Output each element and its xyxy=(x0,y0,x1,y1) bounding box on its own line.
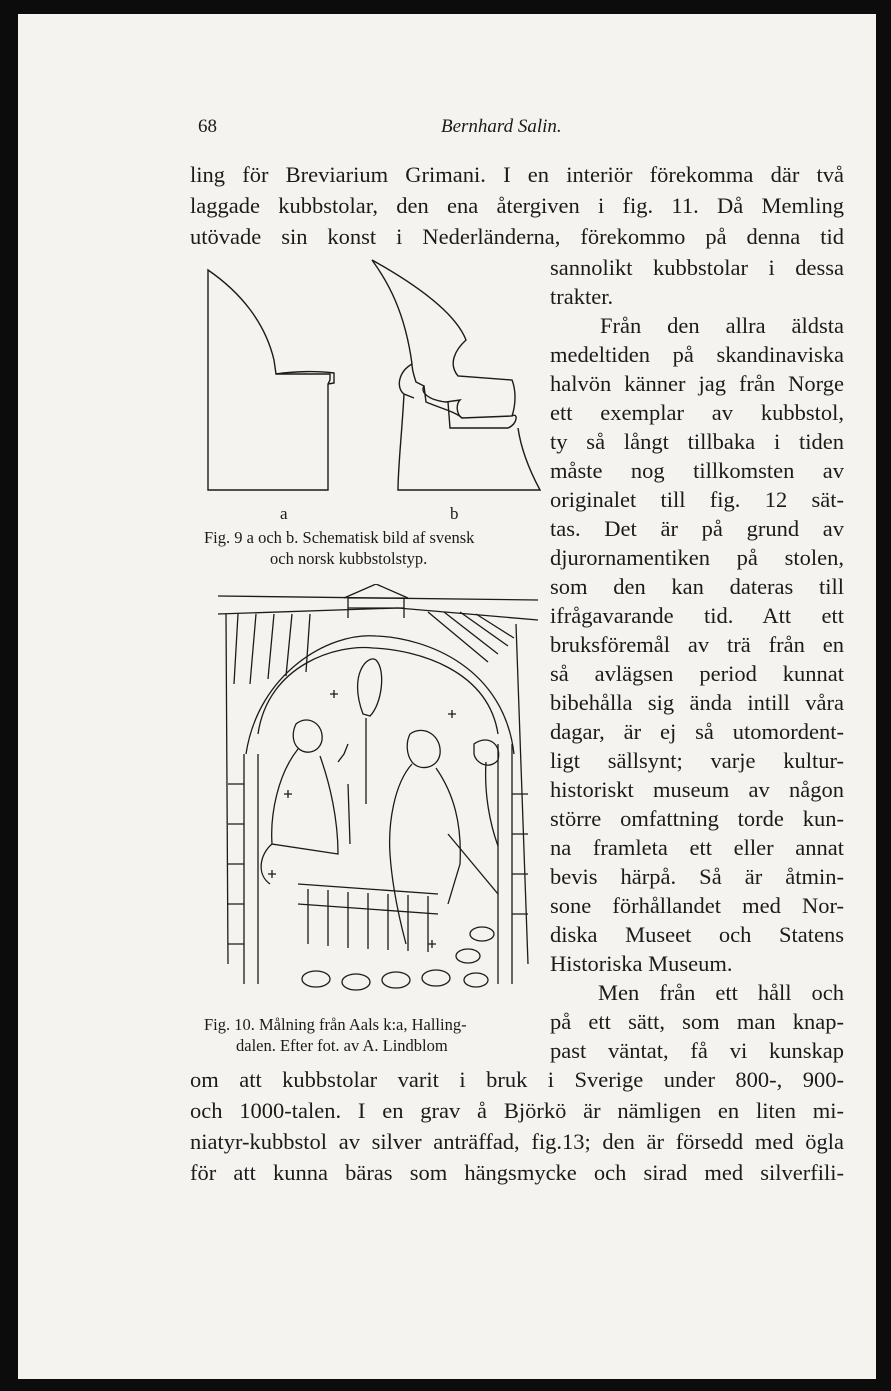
fig9-caption-line1: Fig. 9 a och b. Schematisk bild af svensk xyxy=(204,528,475,547)
body-line: niatyr-kubbstol av silver anträffad, fig.13; den är försedd med ögla xyxy=(190,1129,844,1154)
side-line: bibehålla sig ända intill våra xyxy=(550,690,844,715)
side-line: som den kan dateras till xyxy=(550,574,844,599)
side-line: Historiska Museum. xyxy=(550,951,733,976)
side-line: past väntat, få vi kunskap xyxy=(550,1038,844,1063)
side-line: djurornamentiken på stolen, xyxy=(550,545,844,570)
body-line: ling för Breviarium Grimani. I en interiör förekomma där två xyxy=(190,162,844,187)
side-line: på ett sätt, som man knap- xyxy=(550,1009,844,1034)
fig9-label-a: a xyxy=(280,504,288,523)
side-line: Men från ett håll och xyxy=(598,980,844,1005)
side-line: ifrågavarande tid. Att ett xyxy=(550,603,844,628)
side-line: diska Museet och Statens xyxy=(550,922,844,947)
side-line: halvön känner jag från Norge xyxy=(550,371,844,396)
fig9-label-b: b xyxy=(450,504,459,523)
side-line: bruksföremål av trä från en xyxy=(550,632,844,657)
running-head: Bernhard Salin. xyxy=(441,116,562,137)
fig9-drawing xyxy=(200,252,548,502)
side-line: dagar, är ej så utomordent- xyxy=(550,719,844,744)
side-line: sone förhållandet med Nor- xyxy=(550,893,844,918)
side-line: ett exemplar av kubbstol, xyxy=(550,400,844,425)
fig10-caption-line2: dalen. Efter fot. av A. Lindblom xyxy=(236,1036,448,1055)
fig10-drawing xyxy=(198,584,548,1004)
fig10-caption-line1: Fig. 10. Målning från Aals k:a, Halling- xyxy=(204,1015,467,1034)
side-line: ligt sällsynt; varje kultur- xyxy=(550,748,844,773)
side-line: bevis härpå. Så är åtmin- xyxy=(550,864,844,889)
side-line: originalet till fig. 12 sät- xyxy=(550,487,844,512)
side-line: Från den allra äldsta xyxy=(600,313,844,338)
body-line: och 1000-talen. I en grav å Björkö är nämligen en liten mi- xyxy=(190,1098,844,1123)
body-line: om att kubbstolar varit i bruk i Sverige under 800-, 900- xyxy=(190,1067,844,1092)
side-line: na framleta ett eller annat xyxy=(550,835,844,860)
side-line: tas. Det är på grund av xyxy=(550,516,844,541)
body-line: för att kunna bäras som hängsmycke och sirad med silverfili- xyxy=(190,1160,844,1185)
page-number: 68 xyxy=(198,116,217,137)
side-line: historiskt museum av någon xyxy=(550,777,844,802)
side-line: sannolikt kubbstolar i dessa xyxy=(550,255,844,280)
side-line: så avlägsen period kunnat xyxy=(550,661,844,686)
side-line: ty så långt tillbaka i tiden xyxy=(550,429,844,454)
side-line: större omfattning torde kun- xyxy=(550,806,844,831)
body-line: utövade sin konst i Nederländerna, förekommo på denna tid xyxy=(190,224,844,249)
body-line: laggade kubbstolar, den ena återgiven i fig. 11. Då Memling xyxy=(190,193,844,218)
side-line: medeltiden på skandinaviska xyxy=(550,342,844,367)
fig9-caption-line2: och norsk kubbstolstyp. xyxy=(270,549,428,568)
side-line: trakter. xyxy=(550,284,614,309)
book-page xyxy=(18,14,876,1379)
side-line: måste nog tillkomsten av xyxy=(550,458,844,483)
